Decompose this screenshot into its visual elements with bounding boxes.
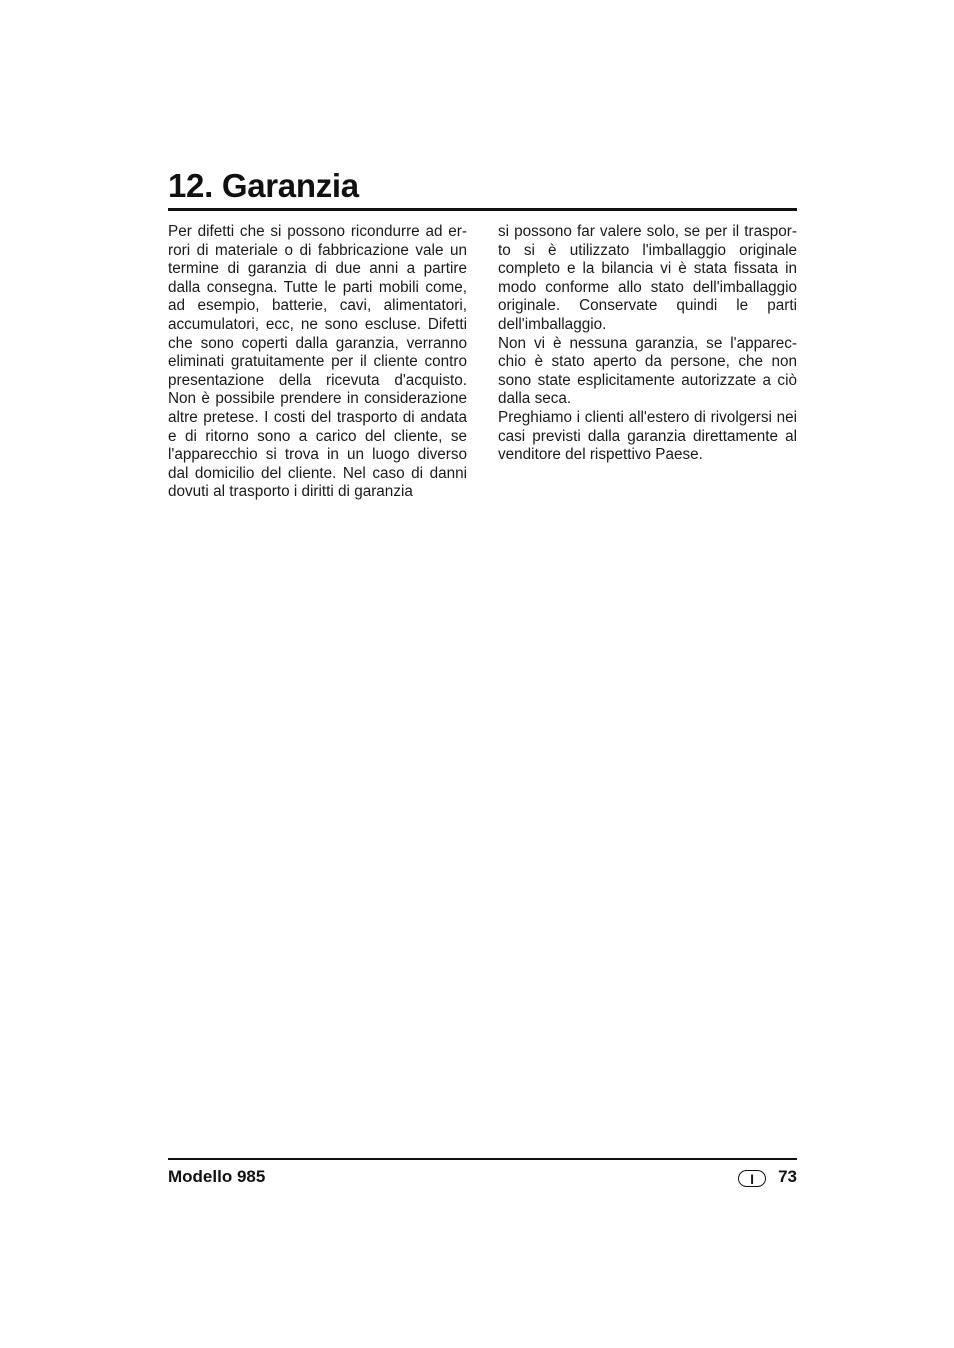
body-left-column [168,223,467,502]
warranty-paragraph-3: Non vi è nessuna garanzia, se l'apparecchio è stato aperto da persone, che non sono state esplicitamente autorizzate a ciò dalla seca. [498,334,797,408]
footer-divider [168,1158,797,1160]
warranty-paragraph-2: si possono far valere solo, se per il trasporto si è utilizzato l'imballaggio originale completo e la bilancia vi è stata fissata in modo conforme allo stato dell'imballaggio originale. Conservate quindi le parti dell'imballaggio. [498,223,797,333]
warranty-paragraph-1: Per difetti che si possono ricondurre ad errori di materiale o di fabbricazione vale un termine di garanzia di due anni a partire dalla consegna. Tutte le parti mobili come, ad esempio, batterie, cavi, alimentatori, accumulatori, ecc, ne sono escluse. Difetti che sono coperti dalla garanzia, verranno eliminati gratuitamente per il cliente contro presentazione della ricevuta d'acquisto. Non è possibile prendere in considerazione altre pretese. I costi del trasporto di andata e di ritorno sono a carico del cliente, se l'apparecchio si trova in un luogo diverso dal domicilio del cliente. Nel caso di danni dovuti al trasporto i diritti di garanzia [168,223,467,501]
warranty-paragraph-4: Preghiamo i clienti all'estero di rivolgersi nei casi previsti dalla garanzia direttamente al venditore del rispettivo Paese. [498,408,797,464]
footer-page-info [738,1166,797,1188]
page-title: 12. Garanzia [168,167,359,204]
body-right-column [498,223,797,465]
title-divider [168,208,797,211]
page-number: 73 [778,1167,797,1186]
language-badge: I [738,1170,766,1187]
footer-model-name: Modello 985 [168,1167,266,1186]
